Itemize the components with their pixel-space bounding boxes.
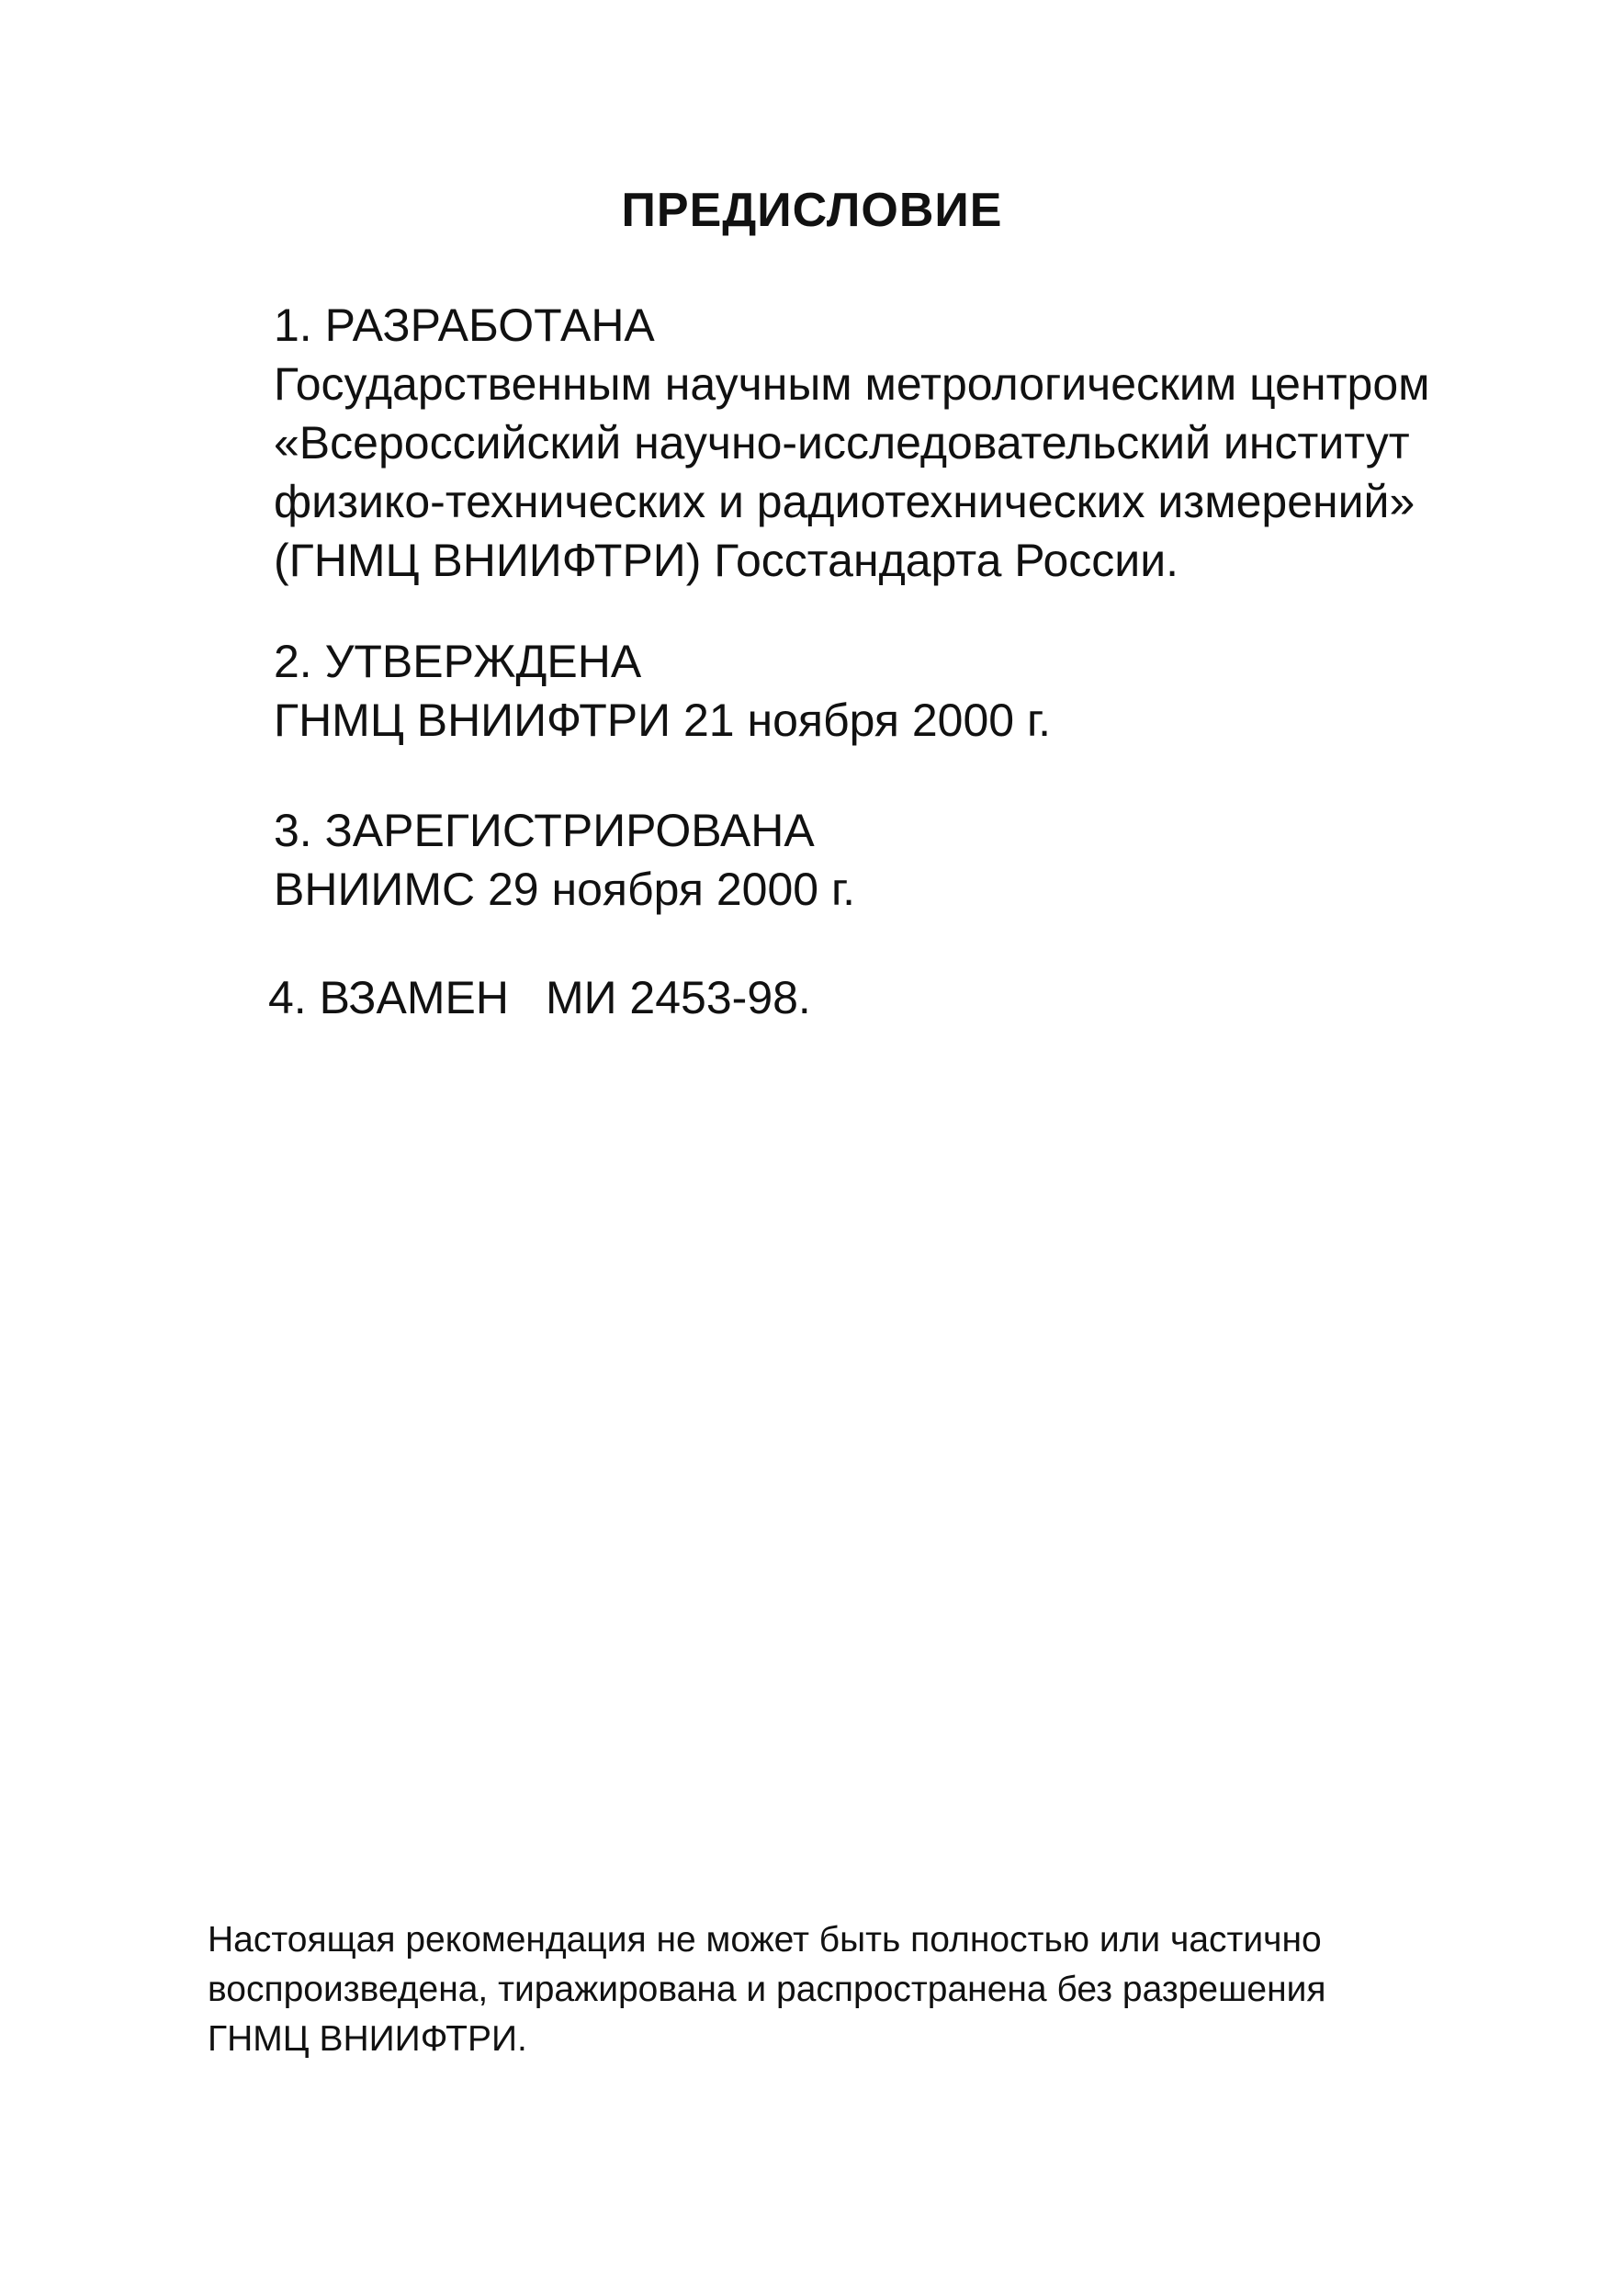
section-replaces <box>268 968 1481 1027</box>
page-title: ПРЕДИСЛОВИЕ <box>621 184 1003 237</box>
section-registered <box>274 801 1486 919</box>
section-heading: 4. ВЗАМЕН <box>268 972 509 1023</box>
section-heading-row <box>268 968 1481 1027</box>
section-line: физико-технических и радиотехнических измерений» <box>274 476 1415 527</box>
section-line: «Всероссийский научно-исследовательский институт <box>274 417 1410 469</box>
notice-line: воспроизведена, тиражирована и распространена без разрешения <box>208 1970 1326 2009</box>
section-line: Государственным научным метрологическим центром <box>274 358 1430 410</box>
section-line: ГНМЦ ВНИИФТРИ 21 ноября 2000 г. <box>274 695 1051 746</box>
section-approved <box>274 632 1486 750</box>
section-developed <box>274 296 1486 590</box>
copyright-notice <box>208 1915 1494 2064</box>
notice-line: ГНМЦ ВНИИФТРИ. <box>208 2019 527 2059</box>
section-heading: 1. РАЗРАБОТАНА <box>274 299 655 351</box>
section-line: ВНИИМС 29 ноября 2000 г. <box>274 864 855 915</box>
section-heading: 2. УТВЕРЖДЕНА <box>274 636 642 687</box>
notice-line: Настоящая рекомендация не может быть полностью или частично <box>208 1920 1322 1960</box>
section-heading: 3. ЗАРЕГИСТРИРОВАНА <box>274 805 815 856</box>
replaced-document: МИ 2453-98. <box>545 972 811 1023</box>
section-line: (ГНМЦ ВНИИФТРИ) Госстандарта России. <box>274 535 1179 586</box>
